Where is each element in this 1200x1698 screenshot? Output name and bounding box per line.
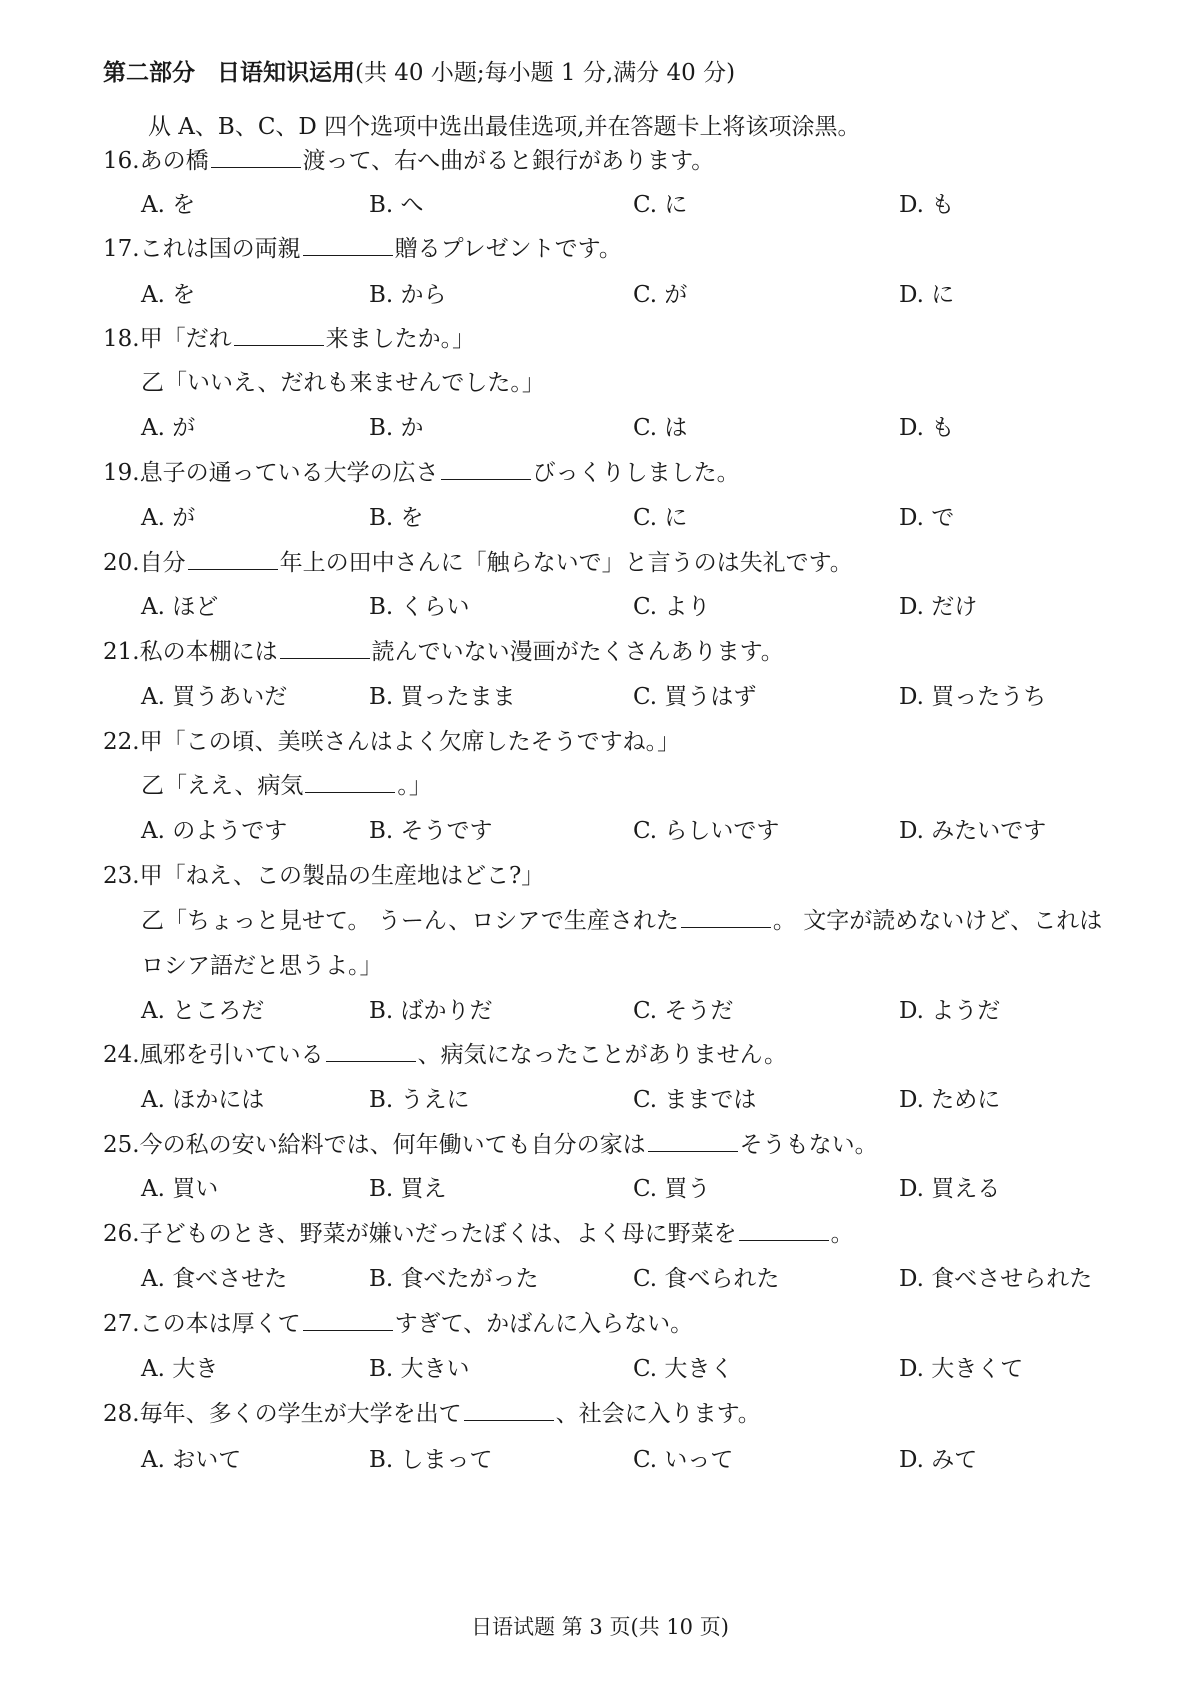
option-a: A. が (141, 415, 196, 441)
question-25 (103, 1130, 878, 1160)
question-text: そうもない。 (739, 1132, 878, 1158)
question-27 (103, 1309, 693, 1339)
option-c: C. いって (633, 1447, 734, 1473)
question-17 (103, 234, 622, 264)
answer-blank (303, 235, 393, 256)
question-number: 18. (103, 326, 140, 352)
answer-blank (648, 1131, 738, 1152)
option-b: B. 食べたがった (369, 1266, 539, 1292)
option-c: C. に (633, 505, 688, 531)
option-d: D. も (899, 415, 955, 441)
option-d: D. ようだ (899, 998, 1001, 1024)
question-18-line-2: 乙「いいえ、だれも来ませんでした。」 (141, 370, 545, 396)
question-text: すぎて、かばんに入らない。 (394, 1311, 694, 1337)
answer-blank (211, 147, 301, 168)
option-b: B. くらい (369, 594, 470, 620)
option-d: D. 買える (899, 1176, 1001, 1202)
answer-blank (441, 459, 531, 480)
option-a: A. 大き (141, 1356, 219, 1382)
option-a: A. ところだ (141, 998, 265, 1024)
question-26 (103, 1219, 854, 1249)
question-text: 渡って、右へ曲がると銀行があります。 (302, 148, 715, 174)
option-a: A. 買い (141, 1176, 219, 1202)
question-text: 甲「ねえ、この製品の生産地はどこ?」 (139, 863, 545, 889)
question-16 (103, 146, 714, 176)
question-text: 自分 (139, 550, 186, 576)
question-number: 27. (103, 1311, 140, 1337)
question-text: 毎年、多くの学生が大学を出て (139, 1401, 462, 1427)
question-text: 、社会に入ります。 (555, 1401, 761, 1427)
question-22 (103, 727, 680, 757)
option-b: B. へ (369, 192, 424, 218)
option-a: A. ほど (141, 594, 219, 620)
option-c: C. 買うはず (633, 684, 757, 710)
section-title: 日语知识运用 (217, 59, 355, 86)
answer-blank (464, 1400, 554, 1421)
option-d: D. みて (899, 1447, 978, 1473)
answer-blank (326, 1041, 416, 1062)
section-header (103, 58, 735, 88)
question-21 (103, 637, 784, 667)
answer-blank (305, 772, 395, 793)
options-20 (141, 592, 1121, 622)
answer-blank (188, 549, 278, 570)
question-text: 。」 (397, 773, 432, 799)
option-c: C. は (633, 415, 688, 441)
question-text: 子どものとき、野菜が嫌いだったぼくは、よく母に野菜を (139, 1221, 737, 1247)
options-18 (141, 413, 1121, 443)
option-b: B. 買え (369, 1176, 447, 1202)
option-d: D. に (899, 282, 955, 308)
page-footer: 日语试题 第 3 页(共 10 页) (471, 1615, 729, 1639)
option-d: D. で (899, 505, 955, 531)
option-c: C. そうだ (633, 998, 734, 1024)
option-c: C. より (633, 594, 711, 620)
question-text: 来ましたか。」 (325, 326, 476, 352)
question-text: 年上の田中さんに「触らないで」と言うのは失礼です。 (279, 550, 853, 576)
option-b: B. か (369, 415, 424, 441)
option-d: D. だけ (899, 594, 978, 620)
option-c: C. 買う (633, 1176, 711, 1202)
question-text: 甲「だれ (139, 326, 232, 352)
answer-blank (234, 325, 324, 346)
instruction-text: 从 A、B、C、D 四个选项中选出最佳选项,并在答题卡上将该项涂黑。 (148, 114, 861, 140)
option-d: D. 買ったうち (899, 684, 1047, 710)
question-text: 私の本棚には (139, 639, 278, 665)
option-b: B. うえに (369, 1087, 470, 1113)
option-b: B. そうです (369, 818, 493, 844)
option-a: A. おいて (141, 1447, 242, 1473)
question-text: これは国の両親 (139, 236, 301, 262)
options-25 (141, 1174, 1121, 1204)
options-26 (141, 1264, 1121, 1294)
option-c: C. に (633, 192, 688, 218)
answer-blank (303, 1310, 393, 1331)
answer-blank (280, 638, 370, 659)
option-b: B. から (369, 282, 447, 308)
option-d: D. 大きくて (899, 1356, 1024, 1382)
question-text: あの橋 (139, 148, 209, 174)
question-text: 贈るプレゼントです。 (394, 236, 622, 262)
option-b: B. しまって (369, 1447, 493, 1473)
question-text: 乙「ええ、病気 (141, 773, 304, 799)
question-23-line-2 (141, 906, 1102, 936)
option-b: B. を (369, 505, 424, 531)
option-b: B. 大きい (369, 1356, 470, 1382)
question-18 (103, 324, 475, 354)
question-24 (103, 1040, 787, 1070)
question-number: 19. (103, 460, 140, 486)
answer-blank (681, 907, 771, 928)
option-a: A. ほかには (141, 1087, 265, 1113)
option-d: D. みたいです (899, 818, 1047, 844)
question-23-line-3: ロシア語だと思うよ。」 (141, 953, 383, 979)
option-a: A. 食べさせた (141, 1266, 288, 1292)
section-note: (共 40 小题;每小题 1 分,满分 40 分) (355, 60, 736, 86)
option-c: C. ままでは (633, 1087, 757, 1113)
options-21 (141, 682, 1121, 712)
option-d: D. ために (899, 1087, 1001, 1113)
question-text: 、病気になったことがありません。 (417, 1042, 787, 1068)
options-27 (141, 1354, 1121, 1384)
option-a: A. が (141, 505, 196, 531)
option-a: A. を (141, 192, 196, 218)
question-text: 読んでいない漫画がたくさんあります。 (371, 639, 784, 665)
question-number: 16. (103, 148, 140, 174)
question-22-line-2 (141, 771, 432, 801)
option-b: B. 買ったまま (369, 684, 516, 710)
question-23 (103, 861, 544, 891)
option-a: A. 買うあいだ (141, 684, 288, 710)
option-c: C. が (633, 282, 688, 308)
option-d: D. も (899, 192, 955, 218)
question-number: 20. (103, 550, 140, 576)
part-label: 第二部分 (103, 59, 195, 86)
question-text: 。 (830, 1221, 854, 1247)
options-16 (141, 190, 1121, 220)
question-text: 乙「ちょっと見せて。 うーん、ロシアで生産された (141, 908, 679, 934)
question-number: 22. (103, 729, 140, 755)
question-20 (103, 548, 853, 578)
option-c: C. らしいです (633, 818, 780, 844)
question-number: 21. (103, 639, 140, 665)
question-28 (103, 1399, 761, 1429)
answer-blank (739, 1220, 829, 1241)
options-24 (141, 1085, 1121, 1115)
option-b: B. ばかりだ (369, 998, 493, 1024)
options-17 (141, 280, 1121, 310)
options-22 (141, 816, 1121, 846)
options-28 (141, 1445, 1121, 1475)
question-text: びっくりしました。 (532, 460, 740, 486)
question-number: 28. (103, 1401, 140, 1427)
question-text: 今の私の安い給料では、何年働いても自分の家は (139, 1132, 646, 1158)
question-text: 風邪を引いている (139, 1042, 324, 1068)
option-a: A. を (141, 282, 196, 308)
option-c: C. 食べられた (633, 1266, 780, 1292)
question-number: 17. (103, 236, 140, 262)
option-c: C. 大きく (633, 1356, 734, 1382)
question-text: 甲「この頃、美咲さんはよく欠席したそうですね。」 (139, 729, 681, 755)
question-number: 25. (103, 1132, 140, 1158)
question-text: 息子の通っている大学の広さ (139, 460, 439, 486)
options-23 (141, 996, 1121, 1026)
question-number: 26. (103, 1221, 140, 1247)
option-d: D. 食べさせられた (899, 1266, 1093, 1292)
option-a: A. のようです (141, 818, 288, 844)
options-19 (141, 503, 1121, 533)
question-number: 24. (103, 1042, 140, 1068)
question-19 (103, 458, 740, 488)
question-text: この本は厚くて (139, 1311, 301, 1337)
question-number: 23. (103, 863, 140, 889)
question-text: 。 文字が読めないけど、これは (772, 908, 1103, 934)
